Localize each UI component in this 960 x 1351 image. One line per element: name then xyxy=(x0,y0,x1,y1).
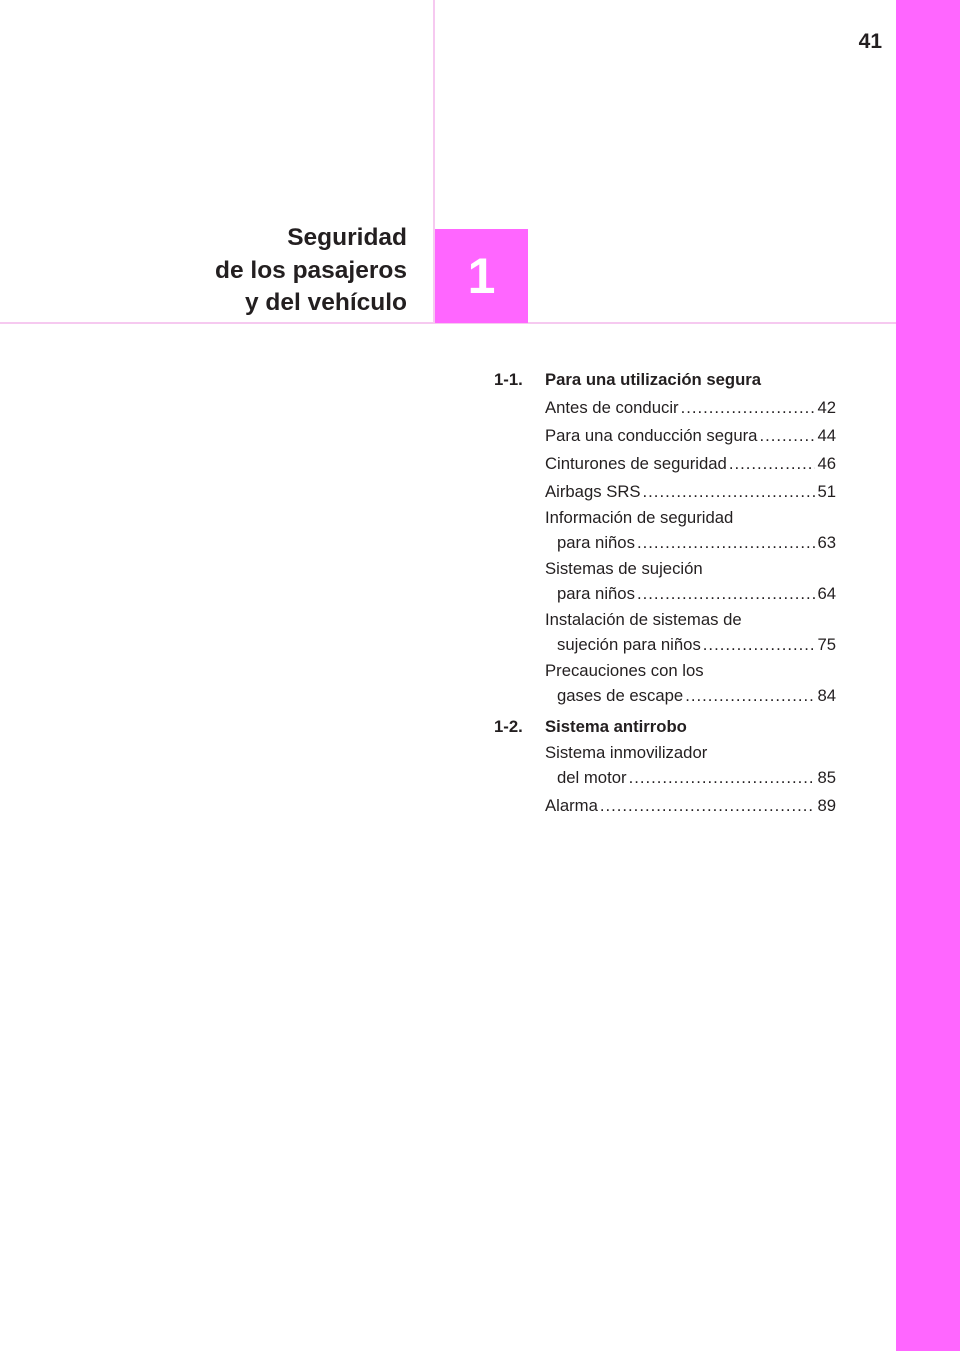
toc-entry-label: Para una conducción segura xyxy=(545,426,758,445)
dot-leader xyxy=(703,631,816,659)
toc-entry-page: 84 xyxy=(817,686,836,705)
toc-entry[interactable] xyxy=(545,394,836,422)
table-of-contents xyxy=(494,366,836,820)
toc-entry-row xyxy=(545,764,836,792)
toc-section xyxy=(494,713,836,820)
toc-entry-row xyxy=(545,450,836,478)
toc-entry[interactable] xyxy=(545,557,836,608)
toc-entry[interactable] xyxy=(545,608,836,659)
toc-entry-label-line1: Precauciones con los xyxy=(545,661,704,680)
toc-entry[interactable] xyxy=(545,450,836,478)
chapter-title-line: Seguridad xyxy=(287,224,407,251)
toc-section xyxy=(494,366,836,710)
toc-entry-label: del motor xyxy=(557,768,627,787)
toc-entry[interactable] xyxy=(545,792,836,820)
dot-leader xyxy=(681,394,816,422)
chapter-tab-strip xyxy=(896,0,960,1351)
dot-leader xyxy=(685,682,815,710)
dot-leader xyxy=(759,422,815,450)
dot-leader xyxy=(729,450,816,478)
toc-entry-row xyxy=(545,529,836,557)
toc-entry-label: Alarma xyxy=(545,796,598,815)
dot-leader xyxy=(637,529,816,557)
toc-entry[interactable] xyxy=(545,506,836,557)
chapter-number: 1 xyxy=(467,248,496,304)
dot-leader xyxy=(637,580,816,608)
toc-entry-page: 75 xyxy=(817,635,836,654)
dot-leader xyxy=(629,764,816,792)
toc-entry-label-line1: Información de seguridad xyxy=(545,508,734,527)
toc-entry-page: 64 xyxy=(817,584,836,603)
toc-entry-page: 42 xyxy=(817,398,836,417)
toc-entry-row xyxy=(545,394,836,422)
toc-entry-label-line1: Instalación de sistemas de xyxy=(545,610,742,629)
section-title: Para una utilización segura xyxy=(545,370,762,389)
page-number: 41 xyxy=(858,30,882,53)
toc-entry-page: 89 xyxy=(817,796,836,815)
toc-entry-label: sujeción para niños xyxy=(557,635,701,654)
toc-entry-page: 44 xyxy=(817,426,836,445)
toc-entry-page: 63 xyxy=(817,533,836,552)
toc-entry-label: gases de escape xyxy=(557,686,684,705)
toc-entry-row xyxy=(545,478,836,506)
toc-entry-label-line1: Sistemas de sujeción xyxy=(545,559,703,578)
chapter-title-line: y del vehículo xyxy=(244,289,407,316)
toc-entry-label-line1: Sistema inmovilizador xyxy=(545,743,708,762)
chapter-number-box xyxy=(435,229,528,323)
chapter-title xyxy=(130,222,407,320)
section-title: Sistema antirrobo xyxy=(545,717,687,736)
toc-entry[interactable] xyxy=(545,478,836,506)
toc-entry-label: Cinturones de seguridad xyxy=(545,454,727,473)
toc-entry[interactable] xyxy=(545,422,836,450)
toc-entry-row xyxy=(545,792,836,820)
toc-entry-label: para niños xyxy=(557,584,635,603)
toc-entry-label: para niños xyxy=(557,533,635,552)
toc-entry-page: 51 xyxy=(817,482,836,501)
toc-entry[interactable] xyxy=(545,659,836,710)
toc-entry-page: 85 xyxy=(817,768,836,787)
toc-entry-row xyxy=(545,422,836,450)
section-number: 1-1. xyxy=(494,370,523,389)
toc-entry[interactable] xyxy=(545,741,836,792)
toc-entry-label: Airbags SRS xyxy=(545,482,641,501)
chapter-title-line: de los pasajeros xyxy=(214,256,407,284)
toc-entry-page: 46 xyxy=(817,454,836,473)
toc-entry-row xyxy=(545,580,836,608)
section-number: 1-2. xyxy=(494,717,523,736)
dot-leader xyxy=(643,478,816,506)
toc-entry-row xyxy=(545,682,836,710)
toc-entry-row xyxy=(545,631,836,659)
toc-entry-label: Antes de conducir xyxy=(545,398,679,417)
dot-leader xyxy=(600,792,816,820)
